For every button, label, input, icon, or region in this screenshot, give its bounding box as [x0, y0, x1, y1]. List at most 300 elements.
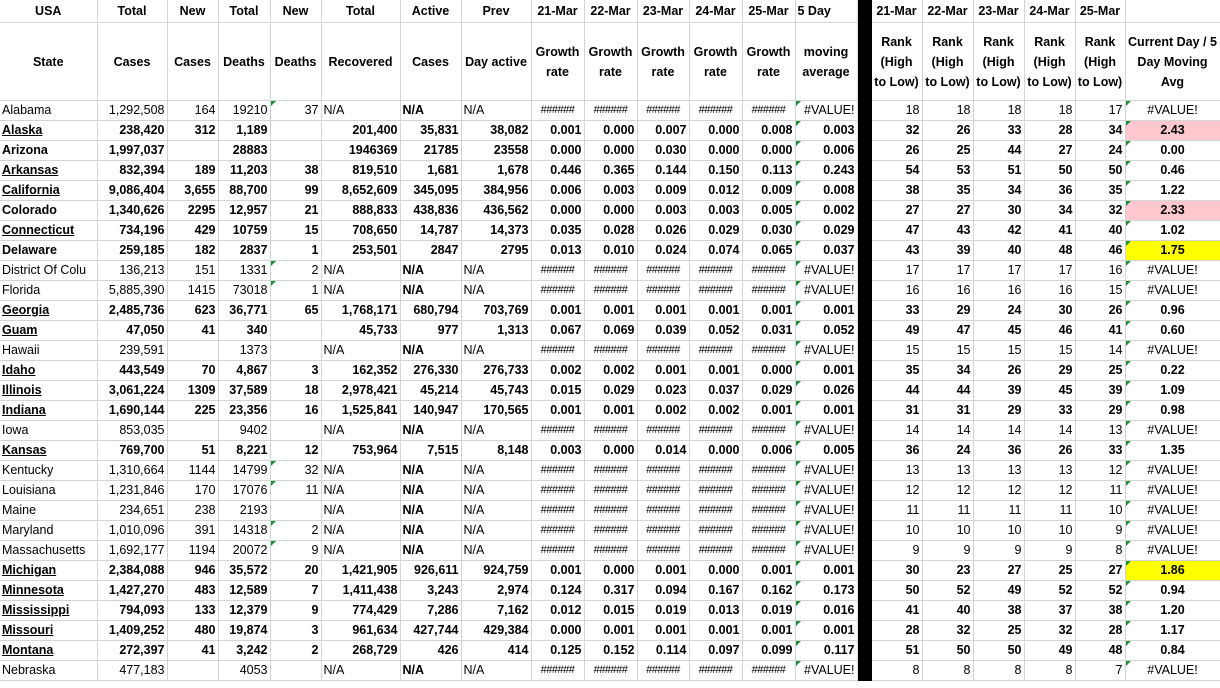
data-cell[interactable]: 15: [1024, 341, 1075, 361]
data-cell[interactable]: N/A: [461, 281, 531, 301]
data-cell[interactable]: 853,035: [97, 421, 167, 441]
data-cell[interactable]: 0.094: [637, 581, 689, 601]
data-cell[interactable]: 12: [270, 441, 321, 461]
state-cell[interactable]: Maine: [0, 501, 97, 521]
data-cell[interactable]: 32: [1024, 621, 1075, 641]
data-cell[interactable]: 15: [871, 341, 922, 361]
data-cell[interactable]: 769,700: [97, 441, 167, 461]
data-cell[interactable]: #VALUE!: [795, 481, 857, 501]
data-cell[interactable]: ######: [584, 281, 637, 301]
data-cell[interactable]: 2837: [218, 241, 270, 261]
data-cell[interactable]: N/A: [321, 101, 400, 121]
data-cell[interactable]: ######: [584, 341, 637, 361]
data-cell[interactable]: 0.019: [742, 601, 795, 621]
data-cell[interactable]: 623: [167, 301, 218, 321]
data-cell[interactable]: 0.001: [637, 361, 689, 381]
data-cell[interactable]: 0.46: [1125, 161, 1220, 181]
data-cell[interactable]: 39: [922, 241, 973, 261]
data-cell[interactable]: N/A: [321, 661, 400, 681]
data-cell[interactable]: 24: [973, 301, 1024, 321]
data-cell[interactable]: N/A: [400, 461, 461, 481]
data-cell[interactable]: ######: [689, 341, 742, 361]
data-cell[interactable]: 23558: [461, 141, 531, 161]
data-cell[interactable]: 9: [270, 601, 321, 621]
data-cell[interactable]: N/A: [400, 541, 461, 561]
data-cell[interactable]: 1415: [167, 281, 218, 301]
data-cell[interactable]: N/A: [321, 501, 400, 521]
data-cell[interactable]: 340: [218, 321, 270, 341]
data-cell[interactable]: 36: [973, 441, 1024, 461]
data-cell[interactable]: 170: [167, 481, 218, 501]
data-cell[interactable]: 8: [871, 661, 922, 681]
data-cell[interactable]: 0.173: [795, 581, 857, 601]
data-cell[interactable]: ######: [689, 281, 742, 301]
data-cell[interactable]: 49: [1024, 641, 1075, 661]
data-cell[interactable]: 2193: [218, 501, 270, 521]
column-subheader[interactable]: Growth rate: [689, 23, 742, 101]
data-cell[interactable]: 9: [270, 541, 321, 561]
data-cell[interactable]: 703,769: [461, 301, 531, 321]
data-cell[interactable]: #VALUE!: [795, 281, 857, 301]
data-cell[interactable]: N/A: [321, 341, 400, 361]
data-cell[interactable]: 1144: [167, 461, 218, 481]
column-subheader[interactable]: moving average: [795, 23, 857, 101]
data-cell[interactable]: 16: [1075, 261, 1125, 281]
data-cell[interactable]: 35,831: [400, 121, 461, 141]
data-cell[interactable]: 438,836: [400, 201, 461, 221]
data-cell[interactable]: 1331: [218, 261, 270, 281]
data-cell[interactable]: 14,373: [461, 221, 531, 241]
data-cell[interactable]: 13: [1024, 461, 1075, 481]
data-cell[interactable]: 0.84: [1125, 641, 1220, 661]
data-cell[interactable]: 1,997,037: [97, 141, 167, 161]
data-cell[interactable]: 20072: [218, 541, 270, 561]
data-cell[interactable]: ######: [637, 421, 689, 441]
data-cell[interactable]: 0.029: [689, 221, 742, 241]
column-subheader[interactable]: Rank (High to Low): [922, 23, 973, 101]
data-cell[interactable]: 312: [167, 121, 218, 141]
data-cell[interactable]: 27: [871, 201, 922, 221]
data-cell[interactable]: N/A: [400, 101, 461, 121]
data-cell[interactable]: N/A: [461, 261, 531, 281]
data-cell[interactable]: 13: [973, 461, 1024, 481]
data-cell[interactable]: 9: [922, 541, 973, 561]
data-cell[interactable]: 0.001: [637, 301, 689, 321]
data-cell[interactable]: 426: [400, 641, 461, 661]
column-header[interactable]: 23-Mar: [973, 0, 1024, 23]
data-cell[interactable]: 1,340,626: [97, 201, 167, 221]
data-cell[interactable]: 1,010,096: [97, 521, 167, 541]
data-cell[interactable]: 45,743: [461, 381, 531, 401]
state-cell[interactable]: Michigan: [0, 561, 97, 581]
data-cell[interactable]: 0.001: [531, 401, 584, 421]
data-cell[interactable]: 45,733: [321, 321, 400, 341]
state-cell[interactable]: Georgia: [0, 301, 97, 321]
data-cell[interactable]: 19210: [218, 101, 270, 121]
data-cell[interactable]: 9,086,404: [97, 181, 167, 201]
data-cell[interactable]: 26: [973, 361, 1024, 381]
data-cell[interactable]: 0.000: [531, 141, 584, 161]
data-cell[interactable]: 259,185: [97, 241, 167, 261]
data-cell[interactable]: 15: [270, 221, 321, 241]
data-cell[interactable]: 10: [1024, 521, 1075, 541]
data-cell[interactable]: 8,652,609: [321, 181, 400, 201]
state-cell[interactable]: Connecticut: [0, 221, 97, 241]
data-cell[interactable]: 0.005: [742, 201, 795, 221]
data-cell[interactable]: 429: [167, 221, 218, 241]
data-cell[interactable]: 38: [1075, 601, 1125, 621]
data-cell[interactable]: 0.60: [1125, 321, 1220, 341]
data-cell[interactable]: ######: [742, 521, 795, 541]
data-cell[interactable]: N/A: [400, 521, 461, 541]
data-cell[interactable]: ######: [637, 481, 689, 501]
data-cell[interactable]: 819,510: [321, 161, 400, 181]
data-cell[interactable]: 0.031: [742, 321, 795, 341]
data-cell[interactable]: 9: [1024, 541, 1075, 561]
data-cell[interactable]: 27: [1024, 141, 1075, 161]
data-cell[interactable]: 1,678: [461, 161, 531, 181]
data-cell[interactable]: 9: [973, 541, 1024, 561]
data-cell[interactable]: 0.099: [742, 641, 795, 661]
data-cell[interactable]: 136,213: [97, 261, 167, 281]
data-cell[interactable]: 39: [1075, 381, 1125, 401]
data-cell[interactable]: 26: [1075, 301, 1125, 321]
data-cell[interactable]: 33: [871, 301, 922, 321]
data-cell[interactable]: 0.22: [1125, 361, 1220, 381]
data-cell[interactable]: 276,733: [461, 361, 531, 381]
data-cell[interactable]: [270, 341, 321, 361]
data-cell[interactable]: 14: [871, 421, 922, 441]
data-cell[interactable]: 0.003: [637, 201, 689, 221]
data-cell[interactable]: 3,655: [167, 181, 218, 201]
data-cell[interactable]: ######: [584, 501, 637, 521]
column-subheader[interactable]: Cases: [167, 23, 218, 101]
data-cell[interactable]: #VALUE!: [795, 101, 857, 121]
data-cell[interactable]: [270, 421, 321, 441]
data-cell[interactable]: 1,690,144: [97, 401, 167, 421]
data-cell[interactable]: 30: [1024, 301, 1075, 321]
state-cell[interactable]: Missouri: [0, 621, 97, 641]
data-cell[interactable]: 32: [922, 621, 973, 641]
data-cell[interactable]: #VALUE!: [795, 461, 857, 481]
data-cell[interactable]: 1,427,270: [97, 581, 167, 601]
data-cell[interactable]: 16: [1024, 281, 1075, 301]
data-cell[interactable]: 0.000: [689, 441, 742, 461]
data-cell[interactable]: 17: [1075, 101, 1125, 121]
data-cell[interactable]: 0.000: [531, 201, 584, 221]
data-cell[interactable]: 12: [871, 481, 922, 501]
data-cell[interactable]: 38: [871, 181, 922, 201]
state-cell[interactable]: Alabama: [0, 101, 97, 121]
data-cell[interactable]: 2.43: [1125, 121, 1220, 141]
data-cell[interactable]: 50: [871, 581, 922, 601]
data-cell[interactable]: 0.069: [584, 321, 637, 341]
data-cell[interactable]: N/A: [400, 501, 461, 521]
data-cell[interactable]: 33: [1075, 441, 1125, 461]
data-cell[interactable]: 3: [270, 621, 321, 641]
data-cell[interactable]: 794,093: [97, 601, 167, 621]
data-cell[interactable]: 17: [871, 261, 922, 281]
data-cell[interactable]: 0.006: [531, 181, 584, 201]
data-cell[interactable]: 33: [973, 121, 1024, 141]
data-cell[interactable]: 1.22: [1125, 181, 1220, 201]
data-cell[interactable]: 201,400: [321, 121, 400, 141]
data-cell[interactable]: #VALUE!: [795, 341, 857, 361]
data-cell[interactable]: 0.001: [637, 561, 689, 581]
column-header[interactable]: 25-Mar: [1075, 0, 1125, 23]
data-cell[interactable]: 45,214: [400, 381, 461, 401]
data-cell[interactable]: 14: [973, 421, 1024, 441]
data-cell[interactable]: 0.005: [795, 441, 857, 461]
data-cell[interactable]: ######: [742, 481, 795, 501]
column-subheader[interactable]: Rank (High to Low): [1075, 23, 1125, 101]
column-subheader[interactable]: Cases: [97, 23, 167, 101]
data-cell[interactable]: 12: [1075, 461, 1125, 481]
data-cell[interactable]: 391: [167, 521, 218, 541]
data-cell[interactable]: ######: [584, 481, 637, 501]
data-cell[interactable]: 31: [871, 401, 922, 421]
state-cell[interactable]: Louisiana: [0, 481, 97, 501]
data-cell[interactable]: 17: [1024, 261, 1075, 281]
data-cell[interactable]: ######: [531, 661, 584, 681]
data-cell[interactable]: 37: [270, 101, 321, 121]
data-cell[interactable]: 13: [1075, 421, 1125, 441]
data-cell[interactable]: 0.000: [689, 141, 742, 161]
data-cell[interactable]: 36: [871, 441, 922, 461]
data-cell[interactable]: 0.001: [584, 401, 637, 421]
state-cell[interactable]: Alaska: [0, 121, 97, 141]
data-cell[interactable]: 0.001: [795, 301, 857, 321]
data-cell[interactable]: 0.150: [689, 161, 742, 181]
state-cell[interactable]: Kansas: [0, 441, 97, 461]
data-cell[interactable]: 10: [922, 521, 973, 541]
data-cell[interactable]: N/A: [400, 281, 461, 301]
data-cell[interactable]: 28: [871, 621, 922, 641]
data-cell[interactable]: 0.019: [637, 601, 689, 621]
data-cell[interactable]: ######: [584, 421, 637, 441]
data-cell[interactable]: 7,286: [400, 601, 461, 621]
data-cell[interactable]: 18: [871, 101, 922, 121]
column-subheader[interactable]: Growth rate: [742, 23, 795, 101]
data-cell[interactable]: 35: [871, 361, 922, 381]
data-cell[interactable]: 0.317: [584, 581, 637, 601]
state-cell[interactable]: Idaho: [0, 361, 97, 381]
data-cell[interactable]: 50: [973, 641, 1024, 661]
data-cell[interactable]: 45: [973, 321, 1024, 341]
data-cell[interactable]: 15: [973, 341, 1024, 361]
data-cell[interactable]: #VALUE!: [1125, 541, 1220, 561]
data-cell[interactable]: 0.015: [531, 381, 584, 401]
data-cell[interactable]: 0.029: [795, 221, 857, 241]
data-cell[interactable]: 8,221: [218, 441, 270, 461]
data-cell[interactable]: 0.003: [689, 201, 742, 221]
column-header[interactable]: 22-Mar: [584, 0, 637, 23]
data-cell[interactable]: 99: [270, 181, 321, 201]
state-cell[interactable]: Guam: [0, 321, 97, 341]
data-cell[interactable]: 0.000: [584, 441, 637, 461]
data-cell[interactable]: 49: [871, 321, 922, 341]
data-cell[interactable]: 24: [922, 441, 973, 461]
data-cell[interactable]: 0.065: [742, 241, 795, 261]
data-cell[interactable]: 51: [167, 441, 218, 461]
state-cell[interactable]: Arizona: [0, 141, 97, 161]
data-cell[interactable]: 0.012: [531, 601, 584, 621]
state-cell[interactable]: Hawaii: [0, 341, 97, 361]
data-cell[interactable]: 888,833: [321, 201, 400, 221]
data-cell[interactable]: 18: [922, 101, 973, 121]
state-cell[interactable]: District Of Colu: [0, 261, 97, 281]
data-cell[interactable]: 0.000: [584, 201, 637, 221]
data-cell[interactable]: ######: [742, 501, 795, 521]
data-cell[interactable]: 7: [270, 581, 321, 601]
data-cell[interactable]: N/A: [321, 421, 400, 441]
data-cell[interactable]: 46: [1024, 321, 1075, 341]
data-cell[interactable]: N/A: [461, 521, 531, 541]
data-cell[interactable]: N/A: [321, 521, 400, 541]
state-cell[interactable]: Minnesota: [0, 581, 97, 601]
data-cell[interactable]: 26: [871, 141, 922, 161]
data-cell[interactable]: 0.002: [795, 201, 857, 221]
data-cell[interactable]: #VALUE!: [1125, 281, 1220, 301]
data-cell[interactable]: 170,565: [461, 401, 531, 421]
data-cell[interactable]: 0.028: [584, 221, 637, 241]
data-cell[interactable]: 708,650: [321, 221, 400, 241]
data-cell[interactable]: 0.114: [637, 641, 689, 661]
data-cell[interactable]: 924,759: [461, 561, 531, 581]
data-cell[interactable]: 0.001: [689, 361, 742, 381]
data-cell[interactable]: 0.00: [1125, 141, 1220, 161]
data-cell[interactable]: 25: [1024, 561, 1075, 581]
data-cell[interactable]: 23,356: [218, 401, 270, 421]
data-cell[interactable]: [270, 661, 321, 681]
data-cell[interactable]: 21: [270, 201, 321, 221]
data-cell[interactable]: 52: [1024, 581, 1075, 601]
column-subheader[interactable]: Recovered: [321, 23, 400, 101]
data-cell[interactable]: 0.097: [689, 641, 742, 661]
data-cell[interactable]: 0.029: [742, 381, 795, 401]
data-cell[interactable]: N/A: [461, 101, 531, 121]
data-cell[interactable]: 27: [922, 201, 973, 221]
state-cell[interactable]: Indiana: [0, 401, 97, 421]
data-cell[interactable]: ######: [531, 461, 584, 481]
data-cell[interactable]: 10: [973, 521, 1024, 541]
data-cell[interactable]: 1309: [167, 381, 218, 401]
data-cell[interactable]: #VALUE!: [1125, 661, 1220, 681]
data-cell[interactable]: 0.446: [531, 161, 584, 181]
data-cell[interactable]: 5,885,390: [97, 281, 167, 301]
data-cell[interactable]: 14318: [218, 521, 270, 541]
data-cell[interactable]: #VALUE!: [1125, 501, 1220, 521]
data-cell[interactable]: 1,525,841: [321, 401, 400, 421]
data-cell[interactable]: 18: [1024, 101, 1075, 121]
data-cell[interactable]: 51: [973, 161, 1024, 181]
data-cell[interactable]: ######: [742, 341, 795, 361]
data-cell[interactable]: 50: [1075, 161, 1125, 181]
column-subheader[interactable]: Growth rate: [637, 23, 689, 101]
data-cell[interactable]: 2: [270, 521, 321, 541]
data-cell[interactable]: 26: [1024, 441, 1075, 461]
state-cell[interactable]: Iowa: [0, 421, 97, 441]
data-cell[interactable]: ######: [584, 261, 637, 281]
data-cell[interactable]: 680,794: [400, 301, 461, 321]
data-cell[interactable]: 0.000: [689, 121, 742, 141]
data-cell[interactable]: #VALUE!: [795, 541, 857, 561]
state-cell[interactable]: California: [0, 181, 97, 201]
data-cell[interactable]: 30: [973, 201, 1024, 221]
data-cell[interactable]: 0.001: [637, 621, 689, 641]
data-cell[interactable]: 10: [871, 521, 922, 541]
column-header[interactable]: 23-Mar: [637, 0, 689, 23]
data-cell[interactable]: #VALUE!: [1125, 341, 1220, 361]
data-cell[interactable]: 0.006: [742, 441, 795, 461]
data-cell[interactable]: 12,379: [218, 601, 270, 621]
data-cell[interactable]: ######: [742, 261, 795, 281]
data-cell[interactable]: 26: [922, 121, 973, 141]
data-cell[interactable]: 1: [270, 281, 321, 301]
data-cell[interactable]: ######: [689, 421, 742, 441]
data-cell[interactable]: 45: [1024, 381, 1075, 401]
data-cell[interactable]: 162,352: [321, 361, 400, 381]
column-subheader[interactable]: State: [0, 23, 97, 101]
data-cell[interactable]: 14: [922, 421, 973, 441]
data-cell[interactable]: 14,787: [400, 221, 461, 241]
data-cell[interactable]: 0.008: [795, 181, 857, 201]
data-cell[interactable]: ######: [531, 281, 584, 301]
data-cell[interactable]: 3: [270, 361, 321, 381]
data-cell[interactable]: 12: [922, 481, 973, 501]
data-cell[interactable]: 0.117: [795, 641, 857, 661]
data-cell[interactable]: 0.001: [584, 301, 637, 321]
data-cell[interactable]: 0.001: [689, 301, 742, 321]
data-cell[interactable]: 16: [871, 281, 922, 301]
column-header[interactable]: New: [167, 0, 218, 23]
data-cell[interactable]: 40: [922, 601, 973, 621]
data-cell[interactable]: 40: [973, 241, 1024, 261]
data-cell[interactable]: 43: [871, 241, 922, 261]
data-cell[interactable]: 0.000: [584, 561, 637, 581]
data-cell[interactable]: ######: [637, 461, 689, 481]
data-cell[interactable]: 10: [1075, 501, 1125, 521]
data-cell[interactable]: N/A: [400, 661, 461, 681]
state-cell[interactable]: Montana: [0, 641, 97, 661]
data-cell[interactable]: 0.003: [584, 181, 637, 201]
data-cell[interactable]: 1,411,438: [321, 581, 400, 601]
data-cell[interactable]: 977: [400, 321, 461, 341]
data-cell[interactable]: 11: [922, 501, 973, 521]
data-cell[interactable]: 961,634: [321, 621, 400, 641]
column-subheader[interactable]: Growth rate: [531, 23, 584, 101]
data-cell[interactable]: 40: [1075, 221, 1125, 241]
data-cell[interactable]: 480: [167, 621, 218, 641]
data-cell[interactable]: 0.98: [1125, 401, 1220, 421]
state-cell[interactable]: Delaware: [0, 241, 97, 261]
data-cell[interactable]: 0.001: [795, 401, 857, 421]
data-cell[interactable]: 52: [922, 581, 973, 601]
column-subheader[interactable]: Cases: [400, 23, 461, 101]
data-cell[interactable]: 43: [922, 221, 973, 241]
data-cell[interactable]: 48: [1024, 241, 1075, 261]
data-cell[interactable]: 0.94: [1125, 581, 1220, 601]
column-header[interactable]: Total: [321, 0, 400, 23]
data-cell[interactable]: [167, 661, 218, 681]
data-cell[interactable]: 8,148: [461, 441, 531, 461]
data-cell[interactable]: 0.152: [584, 641, 637, 661]
data-cell[interactable]: 29: [973, 401, 1024, 421]
column-header[interactable]: Active: [400, 0, 461, 23]
data-cell[interactable]: ######: [637, 501, 689, 521]
state-cell[interactable]: Illinois: [0, 381, 97, 401]
data-cell[interactable]: 16: [270, 401, 321, 421]
